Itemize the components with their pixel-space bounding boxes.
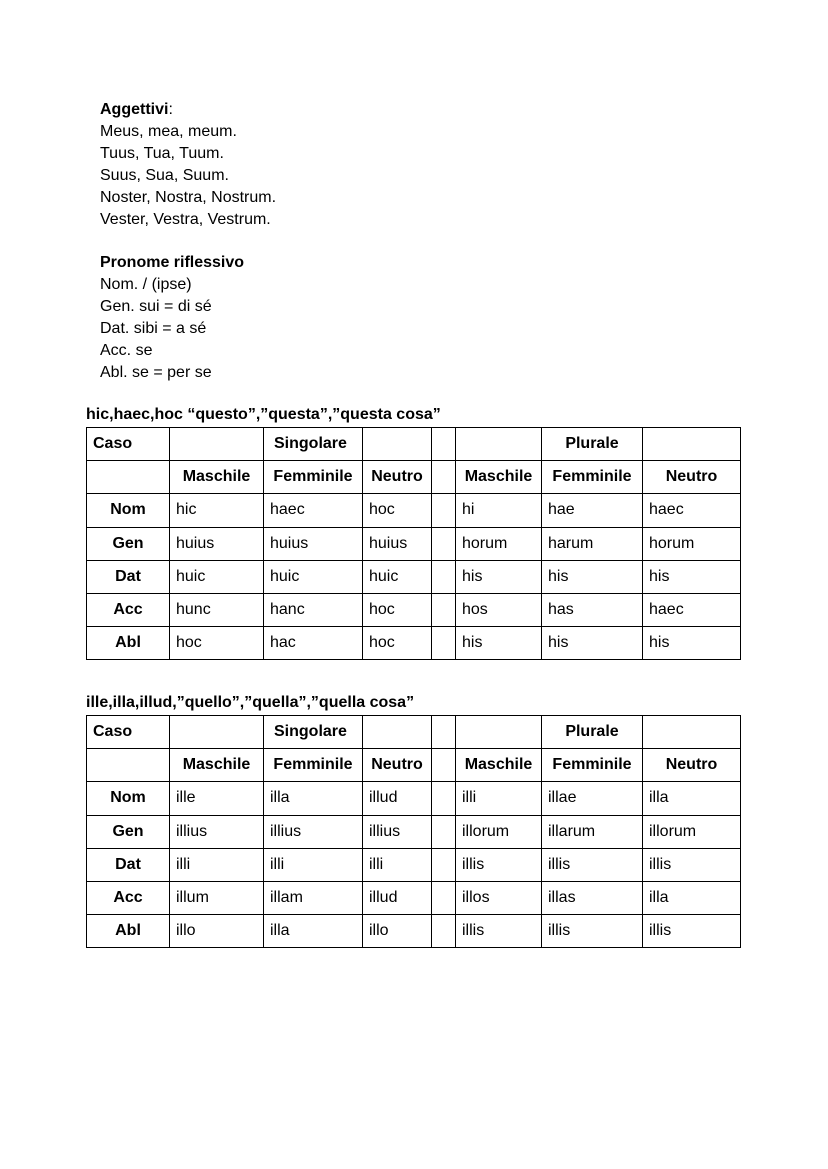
spacer-cell <box>432 749 456 782</box>
form-cell: illi <box>170 848 264 881</box>
form-cell: hoc <box>363 627 432 660</box>
header-femminile: Femminile <box>542 749 643 782</box>
form-cell: illis <box>456 915 542 948</box>
form-cell: hos <box>456 593 542 626</box>
spacer-cell <box>432 716 456 749</box>
form-cell: illas <box>542 881 643 914</box>
aggettivi-line: Noster, Nostra, Nostrum. <box>100 189 277 206</box>
form-cell: illis <box>643 848 741 881</box>
header-singolare: Singolare <box>264 428 363 461</box>
form-cell: illo <box>170 915 264 948</box>
form-cell: hunc <box>170 593 264 626</box>
form-cell: illum <box>170 881 264 914</box>
form-cell: huius <box>170 527 264 560</box>
form-cell: his <box>542 627 643 660</box>
table-row <box>87 494 741 527</box>
form-cell: hae <box>542 494 643 527</box>
form-cell: illius <box>363 815 432 848</box>
form-cell: illi <box>363 848 432 881</box>
form-cell: illud <box>363 881 432 914</box>
empty-cell <box>643 716 741 749</box>
form-cell: illius <box>170 815 264 848</box>
spacer-cell <box>432 815 456 848</box>
aggettivi-colon: : <box>168 101 173 118</box>
declension-table-ille <box>86 715 741 948</box>
caso-cell: Gen <box>87 527 170 560</box>
table-row <box>87 815 741 848</box>
spacer-cell <box>432 593 456 626</box>
header-neutro: Neutro <box>643 461 741 494</box>
spacer-cell <box>432 782 456 815</box>
header-femminile: Femminile <box>264 749 363 782</box>
form-cell: illa <box>264 915 363 948</box>
form-cell: illos <box>456 881 542 914</box>
header-femminile: Femminile <box>542 461 643 494</box>
form-cell: hoc <box>363 593 432 626</box>
form-cell: his <box>643 560 741 593</box>
header-femminile: Femminile <box>264 461 363 494</box>
form-cell: illis <box>542 915 643 948</box>
table-row <box>87 782 741 815</box>
form-cell: illarum <box>542 815 643 848</box>
table-row <box>87 527 741 560</box>
aggettivi-line: Meus, mea, meum. <box>100 123 237 140</box>
form-cell: haec <box>264 494 363 527</box>
form-cell: illa <box>643 881 741 914</box>
form-cell: hoc <box>170 627 264 660</box>
declension-table-hic <box>86 427 741 660</box>
aggettivi-heading-line <box>100 99 173 121</box>
pronome-line: Abl. se = per se <box>100 364 212 381</box>
form-cell: huic <box>363 560 432 593</box>
header-neutro: Neutro <box>363 749 432 782</box>
aggettivi-line: Suus, Sua, Suum. <box>100 167 229 184</box>
form-cell: haec <box>643 494 741 527</box>
form-cell: illo <box>363 915 432 948</box>
header-singolare: Singolare <box>264 716 363 749</box>
spacer-cell <box>432 461 456 494</box>
table-title: ille,illa,illud,”quello”,”quella”,”quella cosa” <box>86 694 415 711</box>
header-neutro: Neutro <box>363 461 432 494</box>
table-subheader-row <box>87 461 741 494</box>
caso-cell: Acc <box>87 593 170 626</box>
form-cell: illa <box>643 782 741 815</box>
form-cell: illis <box>456 848 542 881</box>
form-cell: horum <box>643 527 741 560</box>
pronome-line: Gen. sui = di sé <box>100 298 212 315</box>
form-cell: illorum <box>456 815 542 848</box>
spacer-cell <box>432 915 456 948</box>
table-row <box>87 915 741 948</box>
form-cell: illi <box>264 848 363 881</box>
header-neutro: Neutro <box>643 749 741 782</box>
form-cell: illam <box>264 881 363 914</box>
pronome-heading: Pronome riflessivo <box>100 254 245 271</box>
form-cell: illa <box>264 782 363 815</box>
table-row <box>87 593 741 626</box>
header-maschile: Maschile <box>456 749 542 782</box>
header-plurale: Plurale <box>542 716 643 749</box>
header-caso: Caso <box>87 716 170 749</box>
empty-cell <box>456 716 542 749</box>
caso-cell: Nom <box>87 494 170 527</box>
form-cell: ille <box>170 782 264 815</box>
spacer-cell <box>432 428 456 461</box>
caso-cell: Dat <box>87 848 170 881</box>
empty-cell <box>363 428 432 461</box>
table-header-row <box>87 428 741 461</box>
table-subheader-row <box>87 749 741 782</box>
header-maschile: Maschile <box>456 461 542 494</box>
caso-cell: Dat <box>87 560 170 593</box>
pronome-line: Dat. sibi = a sé <box>100 320 207 337</box>
empty-cell <box>456 428 542 461</box>
empty-cell <box>363 716 432 749</box>
form-cell: hoc <box>363 494 432 527</box>
form-cell: his <box>542 560 643 593</box>
form-cell: huic <box>170 560 264 593</box>
caso-cell: Abl <box>87 915 170 948</box>
empty-cell <box>643 428 741 461</box>
header-maschile: Maschile <box>170 749 264 782</box>
aggettivi-line: Vester, Vestra, Vestrum. <box>100 211 271 228</box>
form-cell: huius <box>264 527 363 560</box>
form-cell: huic <box>264 560 363 593</box>
spacer-cell <box>432 494 456 527</box>
aggettivi-line: Tuus, Tua, Tuum. <box>100 145 224 162</box>
empty-cell <box>170 428 264 461</box>
table-row <box>87 848 741 881</box>
form-cell: illae <box>542 782 643 815</box>
form-cell: his <box>643 627 741 660</box>
spacer-cell <box>432 881 456 914</box>
spacer-cell <box>432 527 456 560</box>
caso-cell: Acc <box>87 881 170 914</box>
form-cell: illorum <box>643 815 741 848</box>
empty-cell <box>87 461 170 494</box>
table-row <box>87 881 741 914</box>
table-title: hic,haec,hoc “questo”,”questa”,”questa cosa” <box>86 406 441 423</box>
form-cell: illis <box>542 848 643 881</box>
header-plurale: Plurale <box>542 428 643 461</box>
empty-cell <box>170 716 264 749</box>
table-row <box>87 627 741 660</box>
form-cell: horum <box>456 527 542 560</box>
form-cell: huius <box>363 527 432 560</box>
form-cell: hanc <box>264 593 363 626</box>
header-caso: Caso <box>87 428 170 461</box>
spacer-cell <box>432 627 456 660</box>
form-cell: his <box>456 560 542 593</box>
header-maschile: Maschile <box>170 461 264 494</box>
form-cell: hi <box>456 494 542 527</box>
caso-cell: Nom <box>87 782 170 815</box>
pronome-line: Nom. / (ipse) <box>100 276 192 293</box>
caso-cell: Abl <box>87 627 170 660</box>
table-row <box>87 560 741 593</box>
spacer-cell <box>432 848 456 881</box>
form-cell: has <box>542 593 643 626</box>
form-cell: hic <box>170 494 264 527</box>
form-cell: illud <box>363 782 432 815</box>
caso-cell: Gen <box>87 815 170 848</box>
form-cell: illis <box>643 915 741 948</box>
form-cell: hac <box>264 627 363 660</box>
form-cell: his <box>456 627 542 660</box>
spacer-cell <box>432 560 456 593</box>
table-header-row <box>87 716 741 749</box>
form-cell: harum <box>542 527 643 560</box>
form-cell: illius <box>264 815 363 848</box>
aggettivi-heading: Aggettivi <box>100 101 169 118</box>
form-cell: illi <box>456 782 542 815</box>
pronome-line: Acc. se <box>100 342 153 359</box>
form-cell: haec <box>643 593 741 626</box>
empty-cell <box>87 749 170 782</box>
